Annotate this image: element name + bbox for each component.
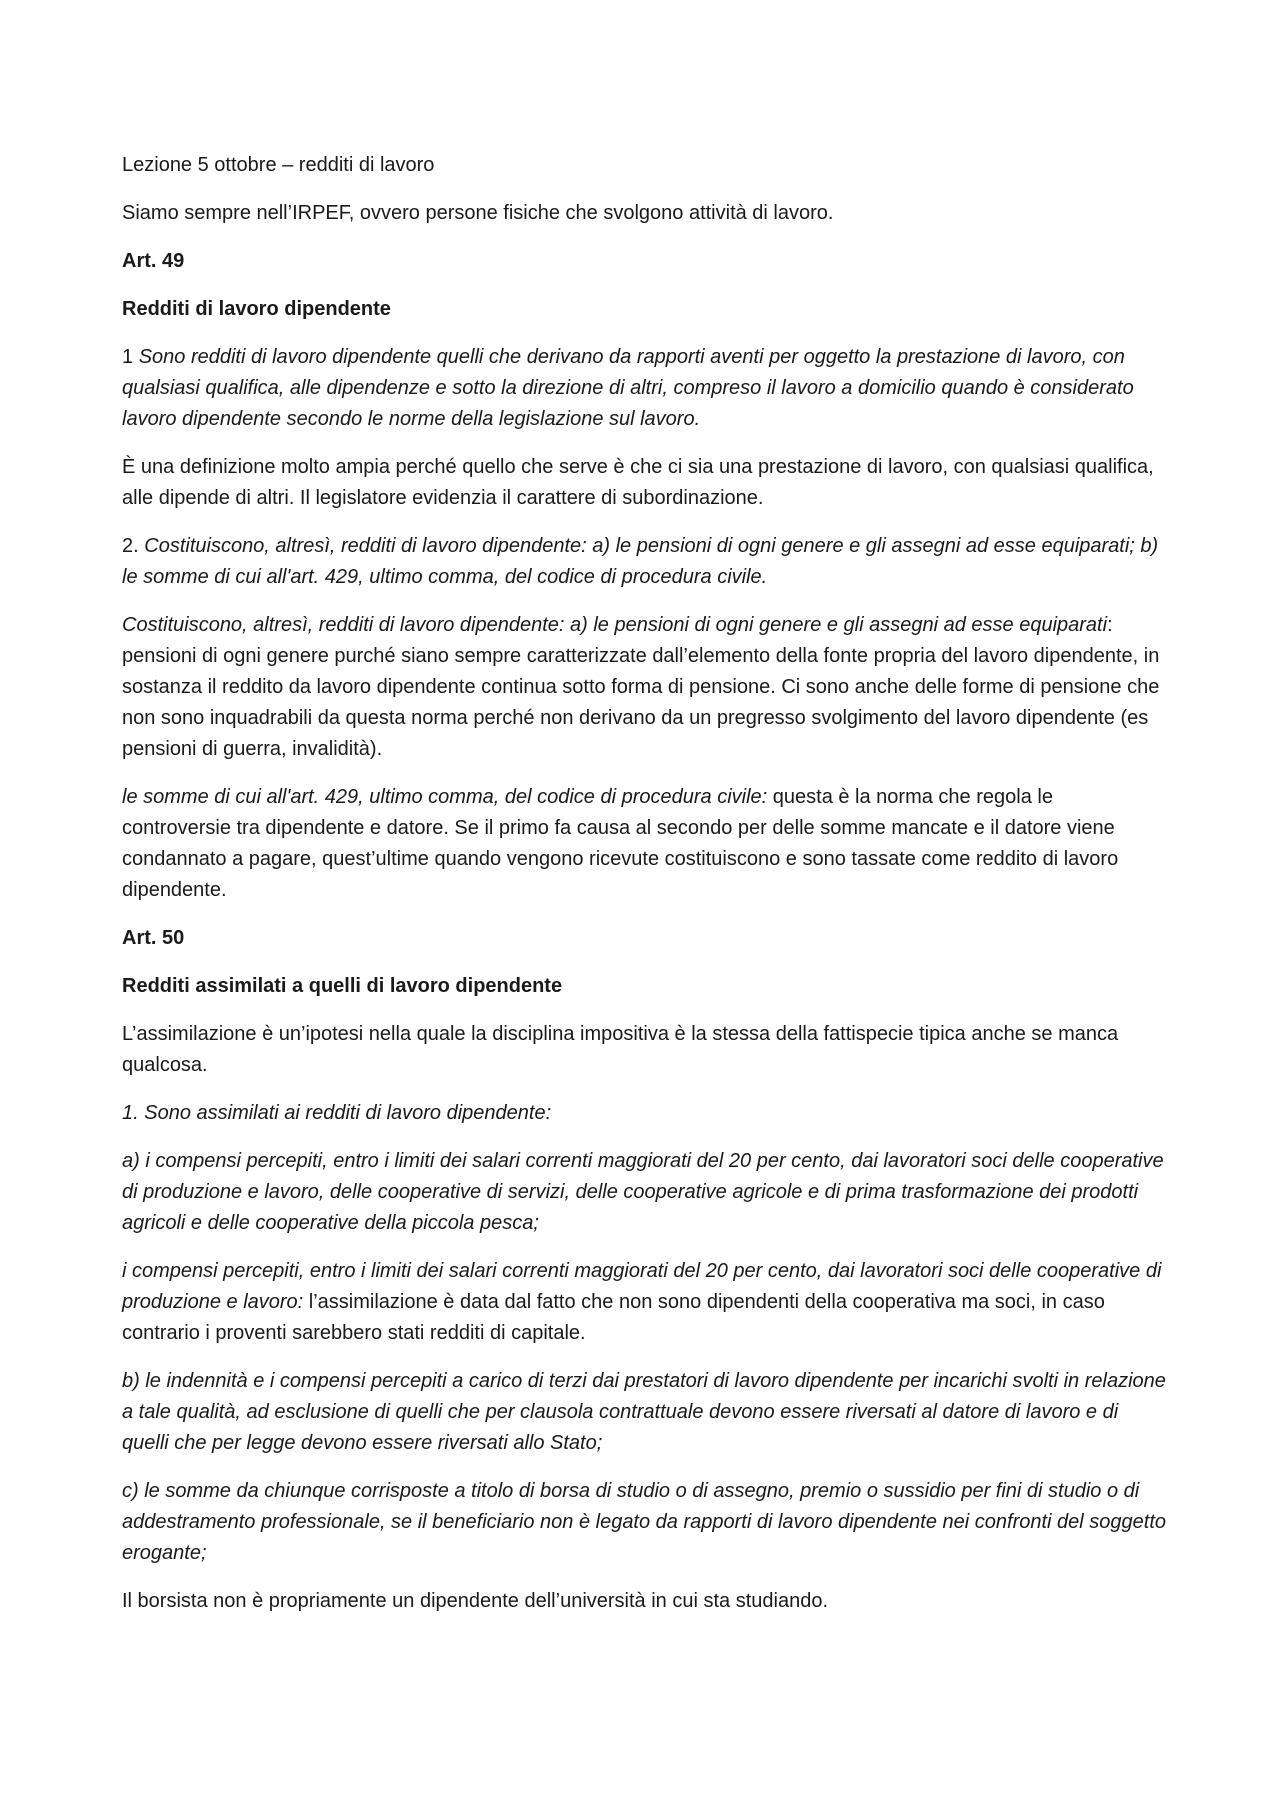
art49-comma1 (122, 342, 1167, 435)
document-title: Lezione 5 ottobre – redditi di lavoro (122, 154, 435, 176)
art50-comment-a (122, 1256, 1167, 1349)
art50-subheading: Redditi assimilati a quelli di lavoro dipendente (122, 975, 563, 997)
art50-comment1: L’assimilazione è un’ipotesi nella quale la disciplina impositiva è la stessa della fattispecie tipica anche se manca qualcosa. (122, 1023, 1119, 1076)
art50-letter-a: a) i compensi percepiti, entro i limiti dei salari correnti maggiorati del 20 per cento, dai lavoratori soci delle cooperative di produzione e lavoro, delle cooperative di servizi, delle cooperative agricole e di prima trasformazione dei prodotti agricoli e delle cooperative della piccola pesca; (122, 1150, 1164, 1234)
art49-comment3 (122, 782, 1167, 906)
art50-letter-c: c) le somme da chiunque corrisposte a titolo di borsa di studio o di assegno, premio o sussidio per fini di studio o di addestramento professionale, se il beneficiario non è legato da rapporti di lavoro dipendente nei confronti del soggetto erogante; (122, 1480, 1167, 1564)
art50-heading: Art. 50 (122, 927, 185, 949)
art49-heading: Art. 49 (122, 250, 185, 272)
art49-comma1-number: 1 (122, 346, 139, 368)
art49-comma2 (122, 531, 1167, 593)
art49-subheading: Redditi di lavoro dipendente (122, 298, 391, 320)
art49-comment3-quote: le somme di cui all'art. 429, ultimo comma, del codice di procedura civile: (122, 786, 768, 808)
art49-comma1-text: Sono redditi di lavoro dipendente quelli che derivano da rapporti aventi per oggetto la prestazione di lavoro, con qualsiasi qualifica, alle dipendenze e sotto la direzione di altri, compreso il lavoro a domicilio quando è considerato lavoro dipendente secondo le norme della legislazione sul lavoro. (122, 346, 1134, 430)
intro-paragraph: Siamo sempre nell’IRPEF, ovvero persone fisiche che svolgono attività di lavoro. (122, 202, 834, 224)
art50-comment-a-text: l’assimilazione è data dal fatto che non sono dipendenti della cooperativa ma soci, in caso contrario i proventi sarebbero stati redditi di capitale. (122, 1291, 1105, 1344)
art50-letter-b: b) le indennità e i compensi percepiti a carico di terzi dai prestatori di lavoro dipendente per incarichi svolti in relazione a tale qualità, ad esclusione di quelli che per clausola contrattuale devono essere riversati al datore di lavoro e di quelli che per legge devono essere riversati allo Stato; (122, 1370, 1166, 1454)
art49-comment2 (122, 610, 1167, 765)
art50-comma1: 1. Sono assimilati ai redditi di lavoro dipendente: (122, 1102, 552, 1124)
document-page (122, 150, 1167, 1634)
art49-comma2-text: Costituiscono, altresì, redditi di lavoro dipendente: a) le pensioni di ogni genere e gli assegni ad esse equiparati; b) le somme di cui all'art. 429, ultimo comma, del codice di procedura civile. (122, 535, 1159, 588)
art50-comment-a-quote: i compensi percepiti, entro i limiti dei salari correnti maggiorati del 20 per cento, dai lavoratori soci delle cooperative di produzione e lavoro: (122, 1260, 1162, 1313)
art49-comment1: È una definizione molto ampia perché quello che serve è che ci sia una prestazione di lavoro, con qualsiasi qualifica, alle dipende di altri. Il legislatore evidenzia il carattere di subordinazione. (122, 456, 1154, 509)
art49-comment3-text: questa è la norma che regola le controversie tra dipendente e datore. Se il primo fa causa al secondo per delle somme mancate e il datore viene condannato a pagare, quest’ultime quando vengono ricevute costituiscono e sono tassate come reddito di lavoro dipendente. (122, 786, 1119, 901)
art50-comment-c: Il borsista non è propriamente un dipendente dell’università in cui sta studiando. (122, 1590, 828, 1612)
art49-comma2-number: 2. (122, 535, 145, 557)
art49-comment2-text: : pensioni di ogni genere purché siano sempre caratterizzate dall’elemento della fonte propria del lavoro dipendente, in sostanza il reddito da lavoro dipendente continua sotto forma di pensione. Ci sono anche delle forme di pensione che non sono inquadrabili da questa norma perché non derivano da un pregresso svolgimento del lavoro dipendente (es pensioni di guerra, invalidità). (122, 614, 1160, 760)
art49-comment2-quote: Costituiscono, altresì, redditi di lavoro dipendente: a) le pensioni di ogni genere e gli assegni ad esse equiparati (122, 614, 1108, 636)
